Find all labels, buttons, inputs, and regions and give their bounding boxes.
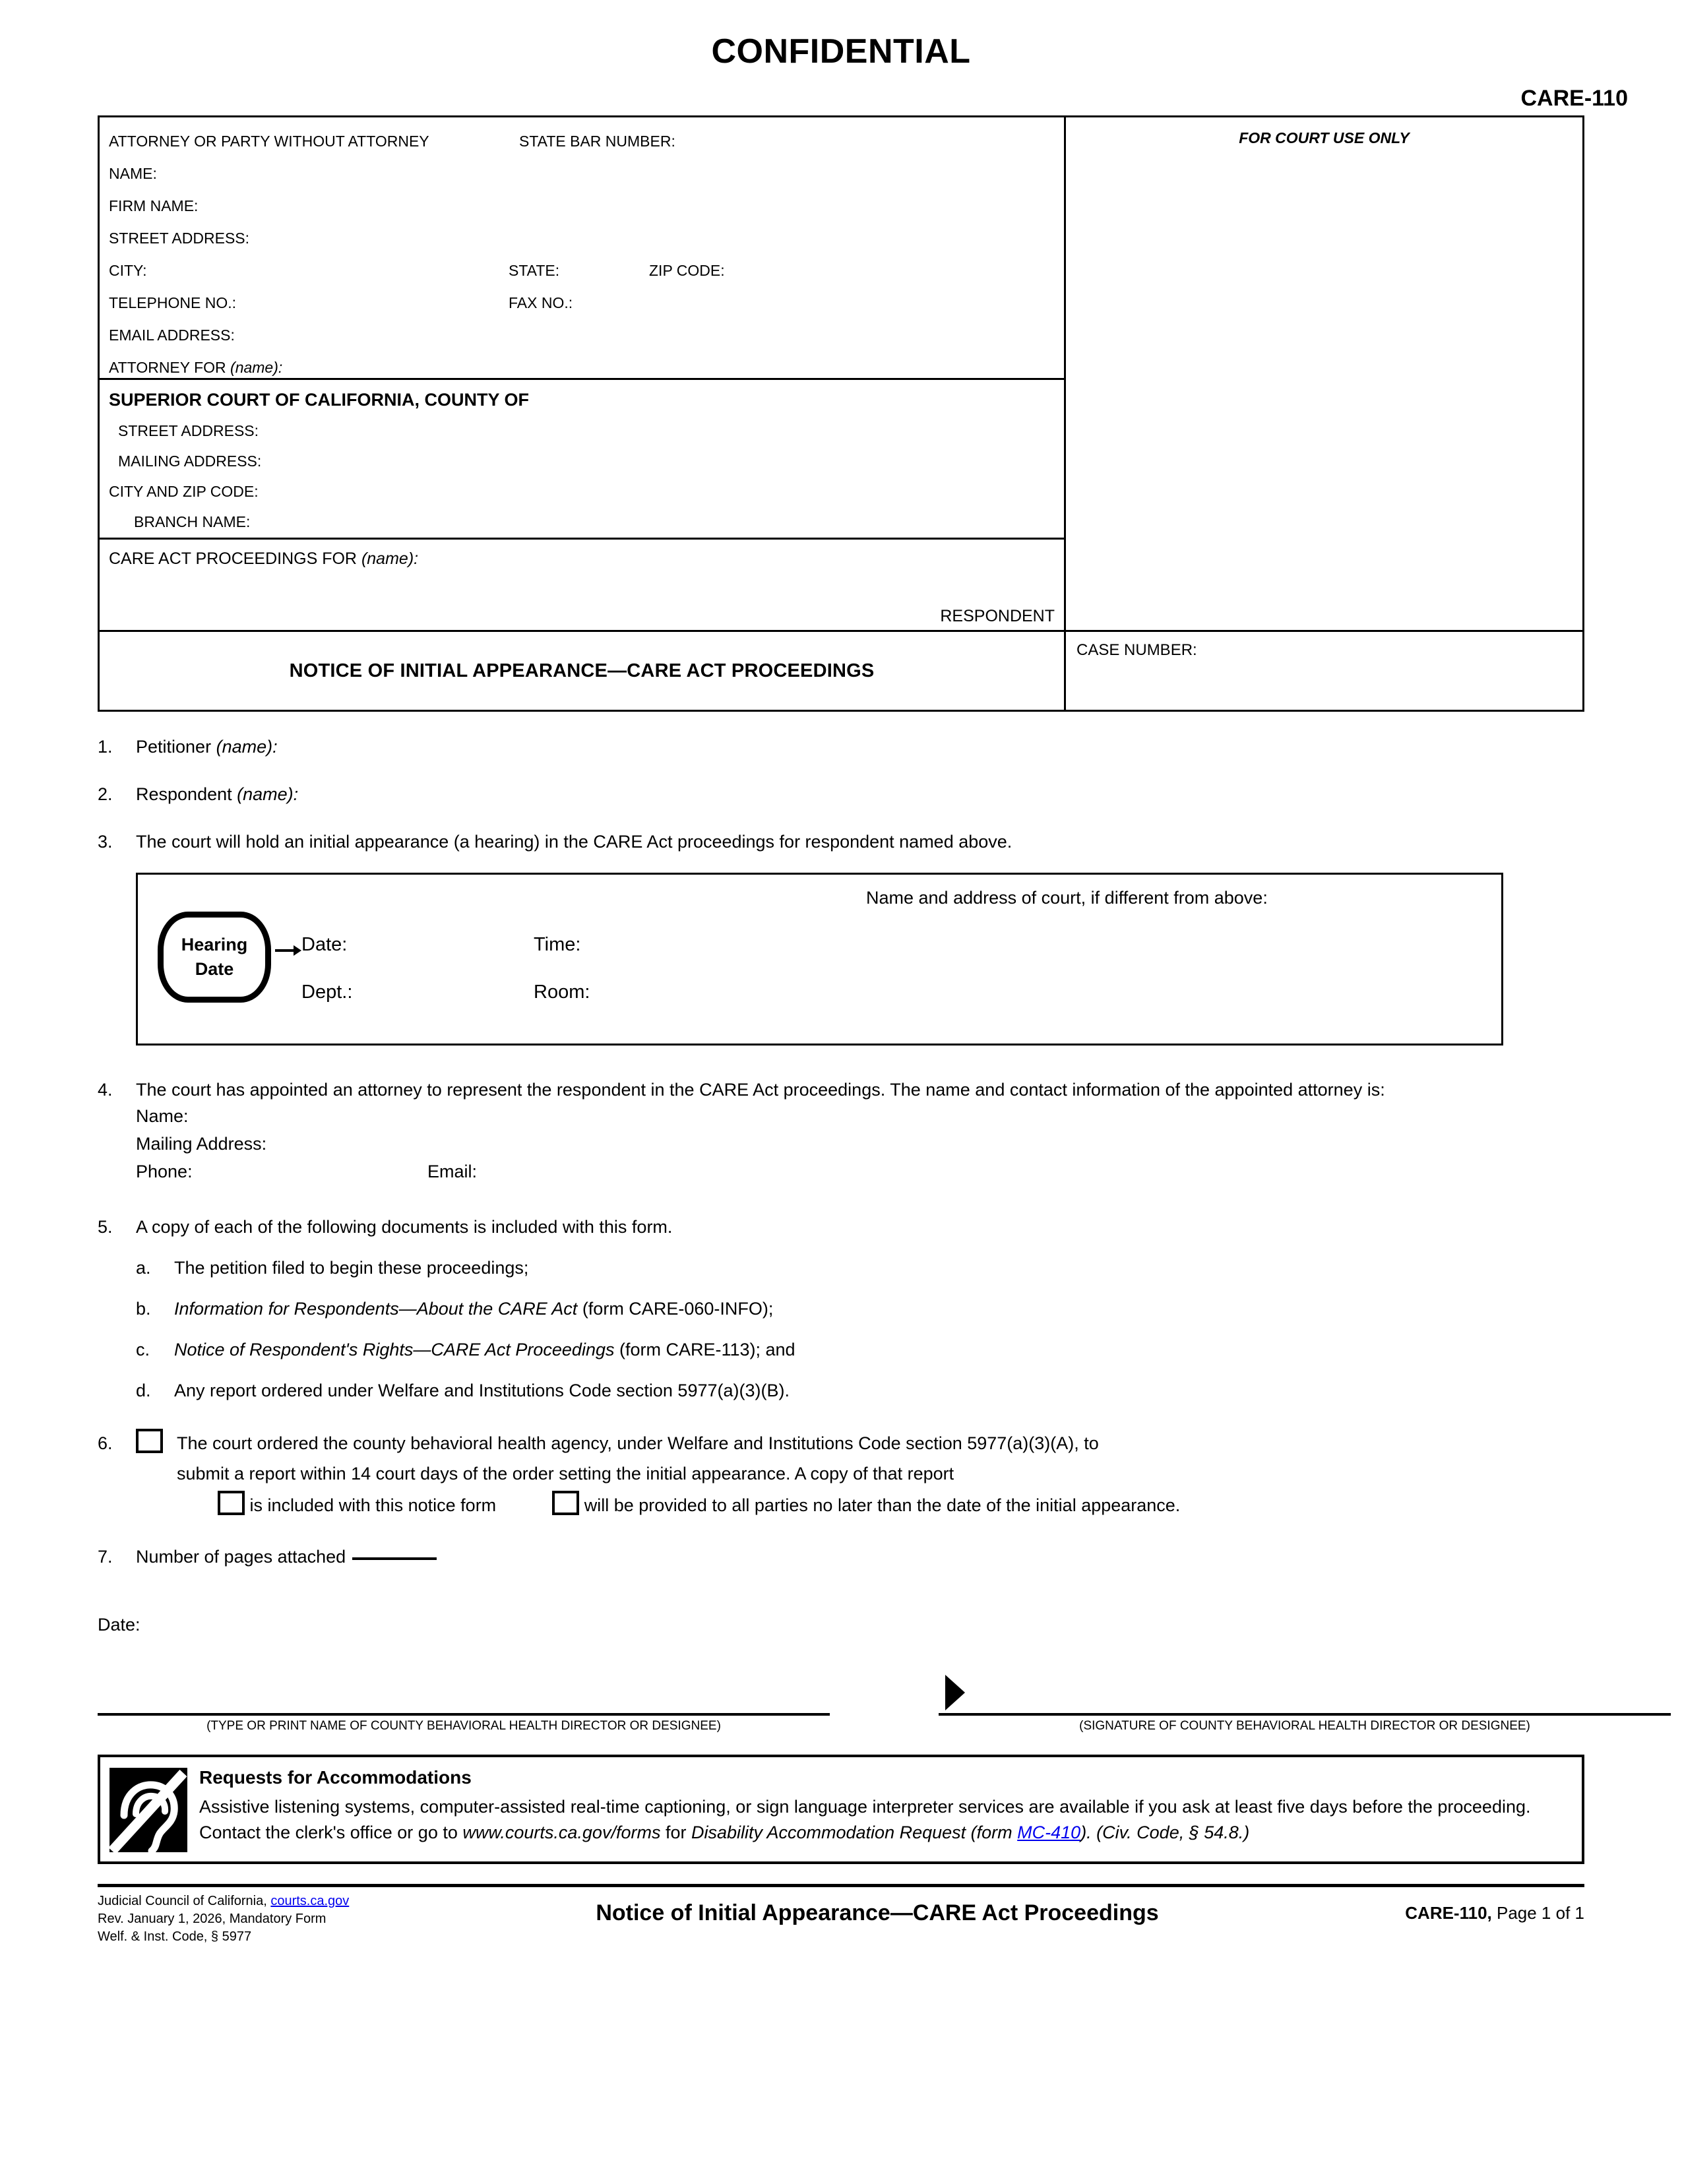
item-6-checkbox[interactable] [136, 1429, 163, 1453]
item-5a [98, 1255, 1584, 1280]
appointed-attorney-phone-label: Phone: [136, 1162, 193, 1181]
attorney-name-label: NAME: [109, 165, 157, 182]
attorney-for-label [109, 352, 1064, 384]
footer-right [1307, 1892, 1584, 1923]
case-number-block [1066, 632, 1582, 710]
signature-column [939, 1713, 1671, 1733]
footer-page: Page 1 of 1 [1491, 1903, 1584, 1923]
item-5 [98, 1214, 1584, 1239]
attorney-for-hint: (name): [230, 359, 283, 376]
printed-name-column [98, 1713, 830, 1733]
accommodations-text-part3: (form [966, 1823, 1018, 1842]
email-address-label: EMAIL ADDRESS: [109, 327, 235, 344]
item-5c [98, 1337, 1584, 1362]
petitioner-label: Petitioner [136, 737, 212, 757]
for-court-use-only-label: FOR COURT USE ONLY [1239, 129, 1410, 146]
arrow-right-icon [275, 943, 301, 958]
court-mailing-address-label: MAILING ADDRESS: [118, 452, 262, 470]
item-6-line-1: The court ordered the county behavioral health agency, under Welfare and Institutions Code section 5977(a)(3)(A), to [177, 1433, 1099, 1453]
printed-name-caption: (TYPE OR PRINT NAME OF COUNTY BEHAVIORAL HEALTH DIRECTOR OR DESIGNEE) [206, 1719, 721, 1733]
item-5b-form-title: Information for Respondents—About the CARE Act [174, 1299, 578, 1319]
footer-left [98, 1892, 447, 1946]
item-1-number: 1. [98, 737, 113, 757]
courts-ca-gov-link[interactable]: courts.ca.gov [270, 1894, 350, 1908]
attorney-or-party-label: ATTORNEY OR PARTY WITHOUT ATTORNEY [109, 133, 429, 150]
proceedings-for-hint: (name): [361, 549, 419, 568]
hearing-assistance-icon [109, 1768, 187, 1852]
hearing-room-label: Room: [534, 982, 590, 1003]
hearing-dept-label: Dept.: [301, 982, 353, 1003]
item-6-option-included-checkbox[interactable] [218, 1491, 245, 1515]
footer [98, 1887, 1584, 1946]
zip-code-label: ZIP CODE: [649, 262, 725, 279]
attorney-for-text: ATTORNEY FOR [109, 359, 226, 376]
signature-date-label: Date: [98, 1615, 140, 1635]
firm-name-label: FIRM NAME: [109, 197, 199, 214]
item-5c-text [174, 1337, 795, 1362]
item-5c-form-title: Notice of Respondent's Rights—CARE Act Proceedings [174, 1340, 615, 1359]
footer-form-id: CARE-110, [1405, 1903, 1492, 1923]
item-7 [98, 1547, 1584, 1567]
item-5b-number: b. [136, 1299, 151, 1319]
item-3 [98, 829, 1584, 854]
accommodations-text-part4: ). (Civ. Code, § 54.8.) [1080, 1823, 1250, 1842]
form-body [98, 734, 1584, 1733]
court-name-address-label: Name and address of court, if different from above: [866, 888, 1268, 908]
proceedings-for-text: CARE ACT PROCEEDINGS FOR [109, 549, 357, 568]
item-7-text-row [136, 1547, 437, 1567]
appointed-attorney-name-label: Name: [136, 1106, 189, 1126]
item-6-option-provided-checkbox[interactable] [552, 1491, 579, 1515]
for-court-use-only-block [1066, 117, 1582, 632]
item-5d-text: Any report ordered under Welfare and Institutions Code section 5977(a)(3)(B). [174, 1381, 790, 1400]
hearing-badge-line2: Date [195, 959, 234, 979]
form-number-top: CARE-110 [1520, 86, 1628, 111]
appointed-attorney-mailing-label: Mailing Address: [136, 1134, 267, 1154]
item-5b [98, 1296, 1584, 1321]
appointed-attorney-email-label: Email: [427, 1162, 478, 1181]
item-6-text-block [177, 1428, 1584, 1520]
superior-court-heading: SUPERIOR COURT OF CALIFORNIA, COUNTY OF [109, 390, 530, 410]
item-6-option-included-label: is included with this notice form [249, 1495, 497, 1515]
case-number-label: CASE NUMBER: [1076, 641, 1197, 659]
item-7-text: Number of pages attached [136, 1547, 346, 1567]
footer-code: Welf. & Inst. Code, § 5977 [98, 1929, 252, 1944]
item-6 [98, 1428, 1584, 1520]
pages-attached-blank[interactable] [352, 1557, 437, 1560]
footer-title: Notice of Initial Appearance—CARE Act Proceedings [596, 1900, 1159, 1925]
signature-caption: (SIGNATURE OF COUNTY BEHAVIORAL HEALTH DIRECTOR OR DESIGNEE) [1079, 1719, 1530, 1733]
respondent-name-label: Respondent [136, 784, 232, 804]
footer-council-row [98, 1892, 447, 1910]
hearing-date-badge [158, 912, 271, 1003]
court-block [100, 380, 1064, 540]
item-7-number: 7. [98, 1547, 113, 1567]
item-4 [98, 1077, 1584, 1102]
accommodations-text-part2: for [660, 1823, 691, 1842]
street-address-label: STREET ADDRESS: [109, 230, 250, 247]
confidential-banner: CONFIDENTIAL [711, 32, 971, 71]
hearing-date-label: Date: [301, 934, 348, 955]
telephone-label: TELEPHONE NO.: [109, 294, 236, 311]
caption-left-column [100, 117, 1066, 710]
item-4-text: The court has appointed an attorney to represent the respondent in the CARE Act proceedings. The name and contact information of the appointed attorney is: [136, 1080, 1385, 1100]
petitioner-hint: (name): [216, 737, 278, 757]
attorney-block [100, 117, 1064, 380]
item-2 [98, 782, 1584, 807]
item-5c-number: c. [136, 1340, 150, 1359]
respondent-hint: (name): [237, 784, 299, 804]
item-5c-form-number: (form CARE-113); and [614, 1340, 795, 1359]
accommodations-box [98, 1755, 1584, 1864]
accommodations-form-title: Disability Accommodation Request [691, 1823, 966, 1842]
mc-410-link[interactable]: MC-410 [1017, 1823, 1081, 1842]
item-2-text [136, 782, 1584, 807]
item-5d [98, 1378, 1584, 1403]
accommodations-body [199, 1765, 1571, 1852]
item-5-text: A copy of each of the following documents is included with this form. [136, 1217, 673, 1237]
accommodations-text-part1: Assistive listening systems, computer-assisted real-time captioning, or sign language interpreter services are available if you ask at least five days before the proceeding. Contact the clerk's office or go to [199, 1797, 1531, 1842]
care-act-proceedings-for [109, 547, 1064, 570]
hearing-info-box [136, 873, 1503, 1045]
hearing-time-label: Time: [534, 934, 581, 955]
signature-block [98, 1713, 1584, 1733]
court-street-address-label: STREET ADDRESS: [118, 422, 259, 439]
item-1-text [136, 734, 1584, 759]
hearing-badge-line1: Hearing [181, 935, 248, 954]
item-3-text: The court will hold an initial appearance (a hearing) in the CARE Act proceedings for respondent named above. [136, 832, 1012, 852]
caption-table [98, 115, 1584, 712]
respondent-label: RESPONDENT [940, 607, 1055, 625]
item-5d-number: d. [136, 1381, 151, 1400]
form-title: NOTICE OF INITIAL APPEARANCE—CARE ACT PROCEEDINGS [289, 660, 875, 681]
state-bar-number-label: STATE BAR NUMBER: [519, 133, 675, 150]
signature-pointer-icon [945, 1675, 965, 1710]
city-label: CITY: [109, 262, 147, 279]
item-1 [98, 734, 1584, 759]
item-6-options-row [177, 1490, 1584, 1520]
appointed-attorney-contact-row [98, 1158, 1584, 1185]
ear-symbol-icon [109, 1768, 187, 1852]
accommodations-url: www.courts.ca.gov/forms [462, 1823, 661, 1842]
item-6-checkbox-cell [136, 1428, 177, 1520]
item-5b-form-number: (form CARE-060-INFO); [577, 1299, 774, 1319]
item-5b-text [174, 1296, 773, 1321]
item-5a-number: a. [136, 1258, 151, 1278]
caption-right-column [1066, 117, 1582, 710]
item-4-number: 4. [98, 1080, 113, 1100]
item-6-line-2: submit a report within 14 court days of the order setting the initial appearance. A copy of that report [177, 1464, 954, 1483]
item-5a-text: The petition filed to begin these proceedings; [174, 1258, 529, 1278]
fax-label: FAX NO.: [509, 294, 573, 311]
accommodations-text [199, 1794, 1571, 1846]
footer-revision: Rev. January 1, 2026, Mandatory Form [98, 1912, 327, 1926]
footer-council-text: Judicial Council of California, [98, 1894, 271, 1908]
item-6-number: 6. [98, 1433, 113, 1453]
accommodations-heading: Requests for Accommodations [199, 1767, 472, 1788]
state-label: STATE: [509, 262, 560, 279]
item-5-number: 5. [98, 1217, 113, 1237]
item-6-option-provided-label: will be provided to all parties no later than the date of the initial appearance. [584, 1495, 1181, 1515]
parties-block [100, 540, 1064, 632]
item-3-number: 3. [98, 832, 113, 852]
court-branch-name-label: BRANCH NAME: [134, 513, 251, 530]
item-2-number: 2. [98, 784, 113, 804]
court-city-zip-label: CITY AND ZIP CODE: [109, 483, 259, 500]
